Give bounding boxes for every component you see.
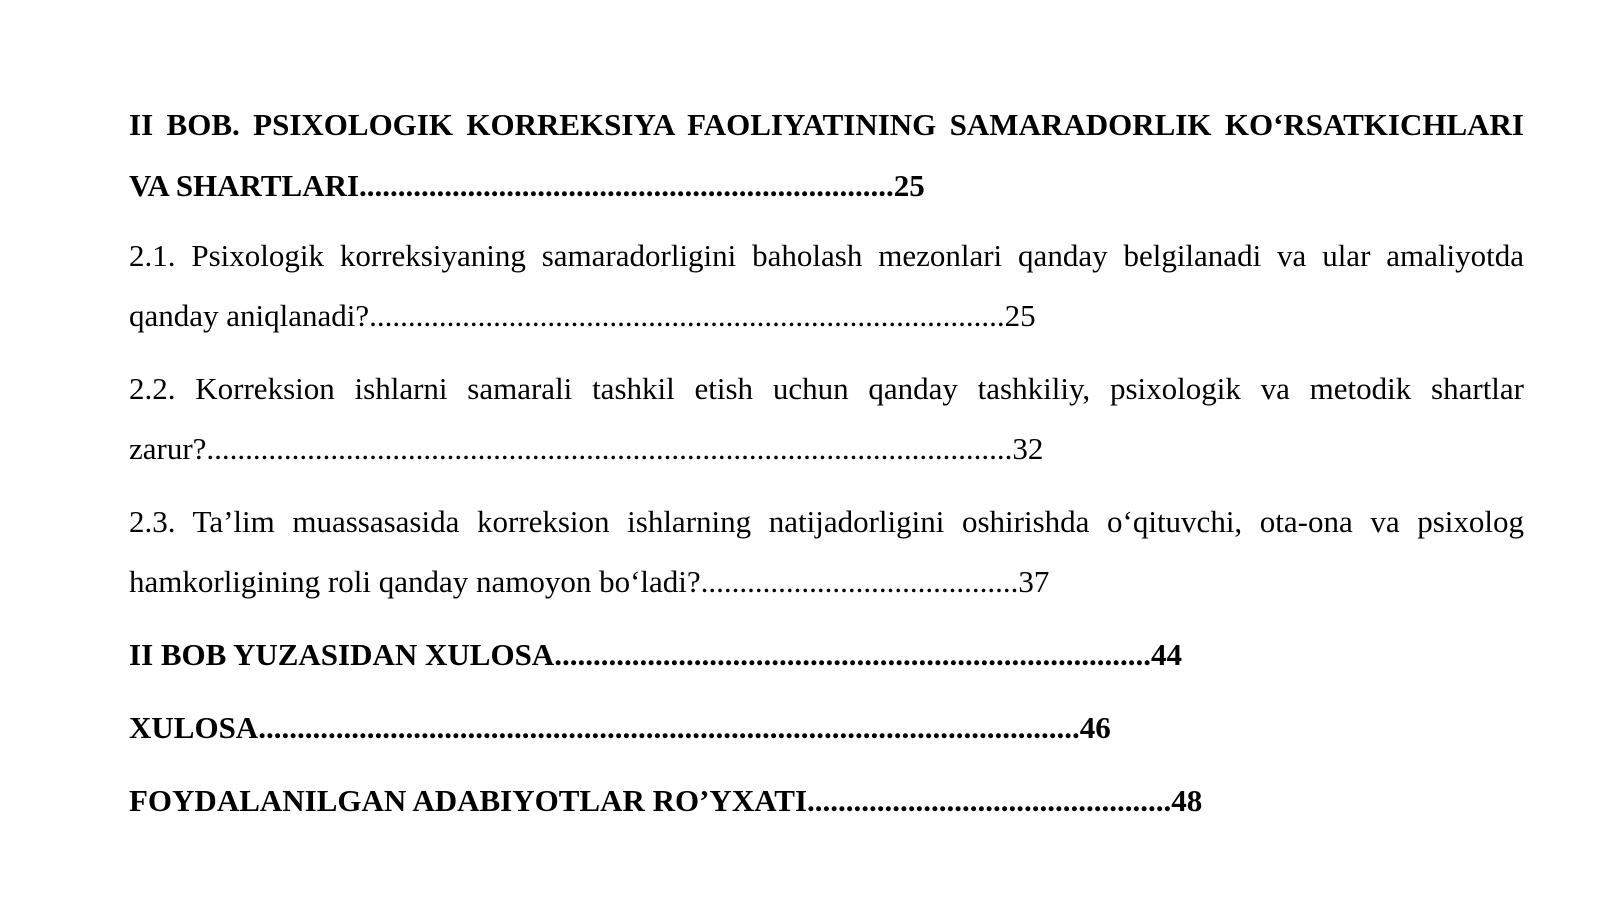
toc-entry-section-2-1: 2.1. Psixologik korreksiyaning samaradorligini baholash mezonlari qanday belgilanadi va ular amaliyotda qanday aniqlanadi?..................................................................................25 bbox=[129, 238, 1524, 333]
table-of-contents bbox=[129, 94, 1524, 844]
toc-entry-chapter-2: II BOB. PSIXOLOGIK KORREKSIYA FAOLIYATINING SAMARADORLIK KO‘RSATKICHLARI VA SHARTLARI.....................................................................25 bbox=[129, 107, 1524, 203]
toc-entry-chapter-2-conclusion: II BOB YUZASIDAN XULOSA.............................................................................44 bbox=[129, 637, 1182, 672]
toc-entry-conclusion: XULOSA..........................................................................................................46 bbox=[129, 710, 1111, 745]
toc-entry-section-2-3: 2.3. Ta’lim muassasasida korreksion ishlarning natijadorligini oshirishda o‘qituvchi, ota-ona va psixolog hamkorligining roli qanday namoyon bo‘ladi?.........................................37 bbox=[129, 504, 1524, 599]
toc-entry-section-2-2: 2.2. Korreksion ishlarni samarali tashkil etish uchun qanday tashkiliy, psixologik va metodik shartlar zarur?........................................................................................................32 bbox=[129, 371, 1524, 466]
toc-entry-references: FOYDALANILGAN ADABIYOTLAR RO’YXATI...............................................48 bbox=[129, 783, 1203, 818]
